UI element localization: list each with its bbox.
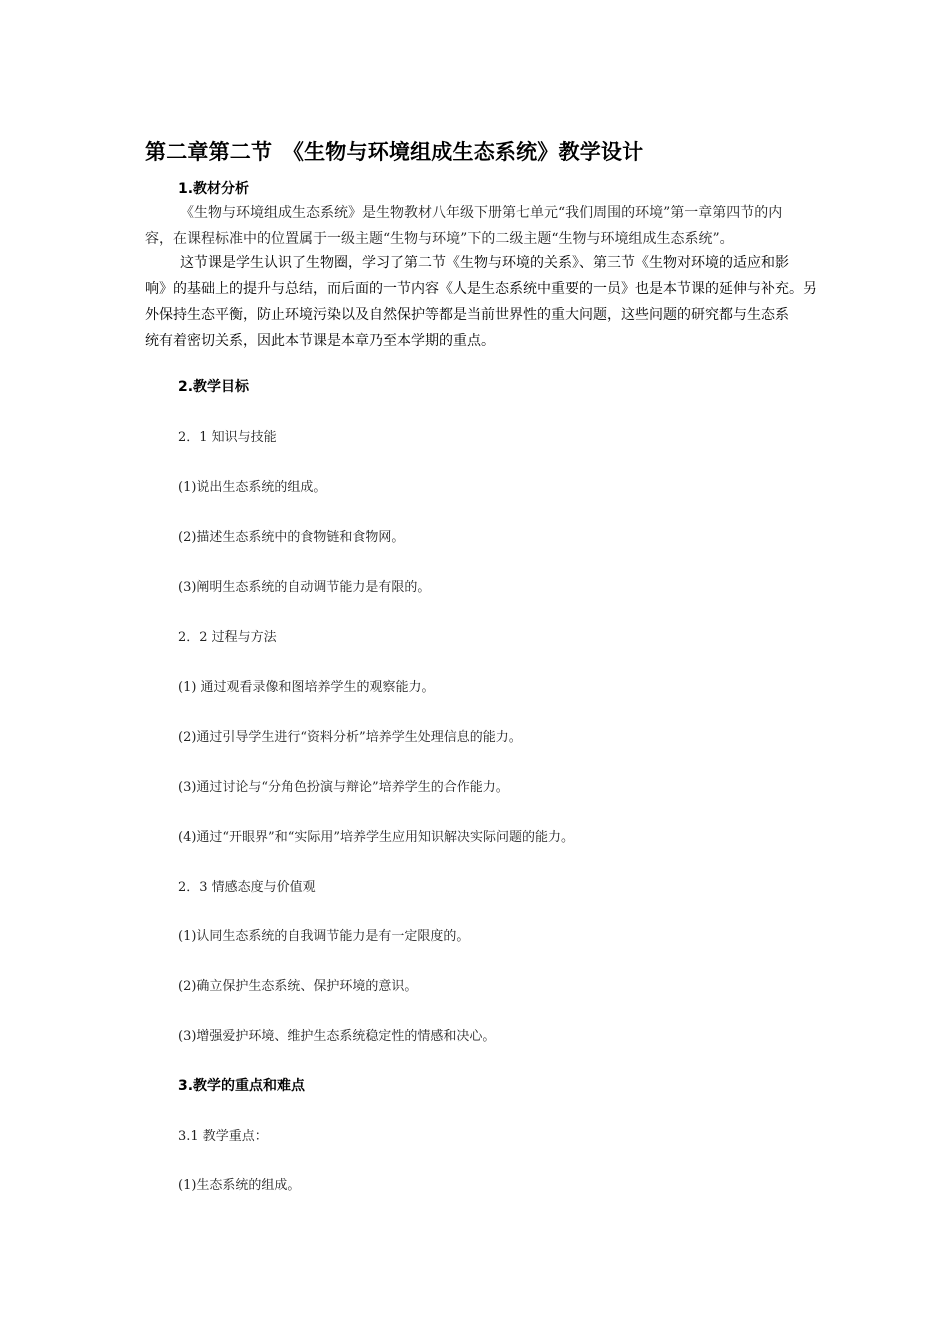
paragraph-line: 响》的基础上的提升与总结，而后面的一节内容《人是生态系统中重要的一员》也是本节课的延伸与补充。另: [145, 281, 817, 297]
list-item: (1) 通过观看录像和图培养学生的观察能力。: [178, 680, 435, 695]
paragraph-material-position: [145, 200, 810, 252]
section-heading-teaching-material-analysis: 1.教材分析: [178, 181, 250, 197]
list-item: (1)认同生态系统的自我调节能力是有一定限度的。: [178, 929, 470, 944]
paragraph-line: 外保持生态平衡，防止环境污染以及自然保护等都是当前世界性的重大问题，这些问题的研究都与生态系: [145, 307, 789, 323]
list-item: (1)说出生态系统的组成。: [178, 480, 327, 495]
paragraph-line: 《生物与环境组成生态系统》是生物教材八年级下册第七单元“我们周围的环境”第一章第四节的内: [180, 205, 783, 221]
section-heading-key-difficult-points: 3.教学的重点和难点: [178, 1078, 306, 1094]
subsection-knowledge-skills: 2．1 知识与技能: [178, 430, 277, 445]
list-item: (4)通过“开眼界”和“实际用”培养学生应用知识解决实际问题的能力。: [178, 830, 574, 845]
paragraph-line: 容，在课程标准中的位置属于一级主题“生物与环境”下的二级主题“生物与环境组成生态系统”。: [145, 231, 734, 247]
section-heading-teaching-objectives: 2.教学目标: [178, 379, 250, 395]
list-item: (3)阐明生态系统的自动调节能力是有限的。: [178, 580, 431, 595]
subsection-emotions-values: 2．3 情感态度与价值观: [178, 880, 316, 895]
list-item: (3)通过讨论与“分角色扮演与辩论”培养学生的合作能力。: [178, 780, 509, 795]
paragraph-line: 统有着密切关系，因此本节课是本章乃至本学期的重点。: [145, 333, 495, 349]
document-title: 第二章第二节 《生物与环境组成生态系统》教学设计: [145, 140, 644, 164]
list-item: (2)通过引导学生进行“资料分析”培养学生处理信息的能力。: [178, 730, 522, 745]
subsection-teaching-key-points: 3.1 教学重点：: [178, 1129, 268, 1144]
list-item: (1)生态系统的组成。: [178, 1178, 301, 1193]
list-item: (3)增强爱护环境、维护生态系统稳定性的情感和决心。: [178, 1029, 496, 1044]
list-item: (2)描述生态系统中的食物链和食物网。: [178, 530, 405, 545]
list-item: (2)确立保护生态系统、保护环境的意识。: [178, 979, 418, 994]
paragraph-lesson-context: [145, 250, 817, 354]
subsection-process-methods: 2．2 过程与方法: [178, 630, 277, 645]
paragraph-line: 这节课是学生认识了生物圈，学习了第二节《生物与环境的关系》、第三节《生物对环境的适应和影: [180, 255, 789, 271]
